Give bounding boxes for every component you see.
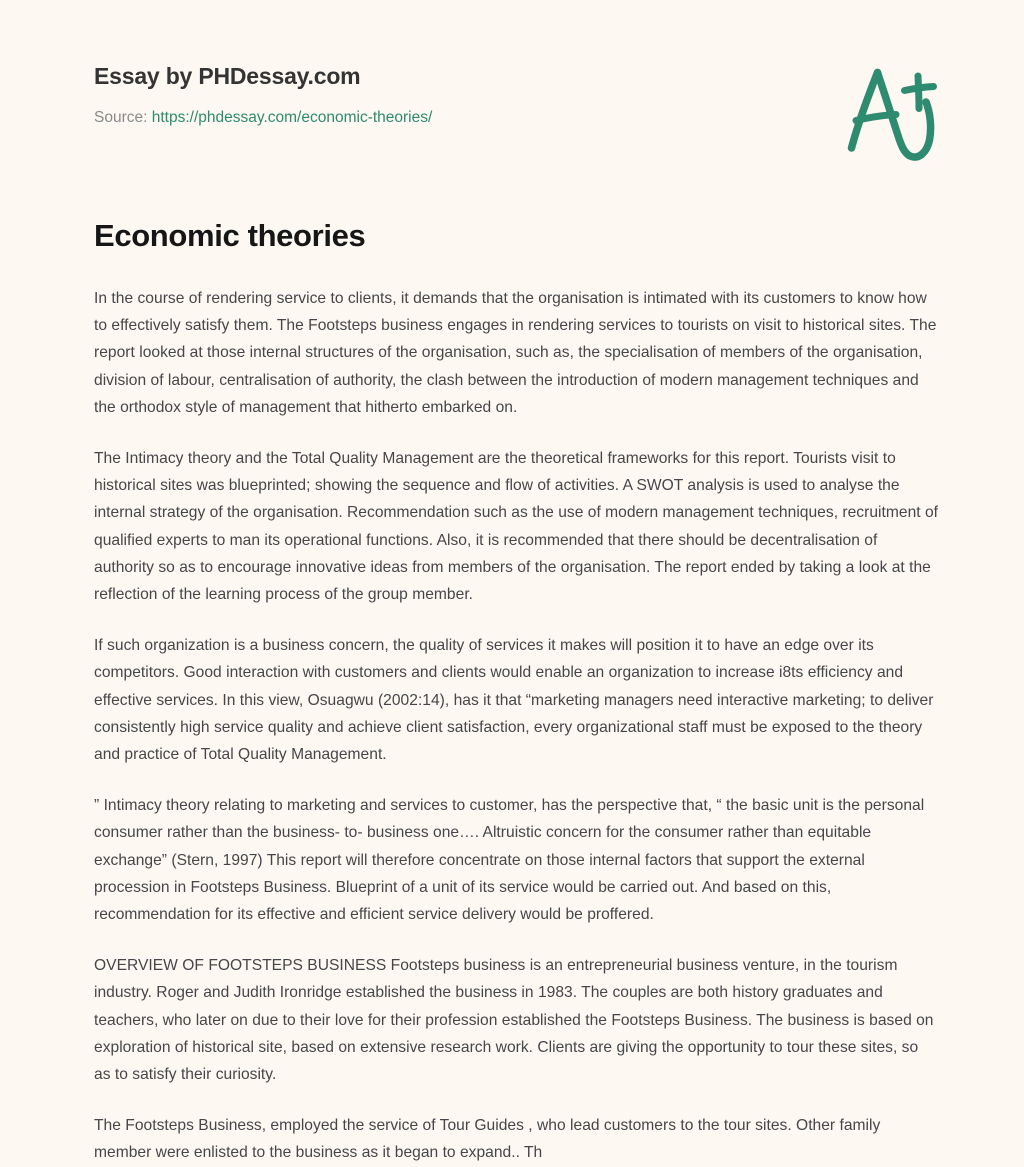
body-paragraph: In the course of rendering service to clients, it demands that the organisation is intimated with its customers to know how to effectively satisfy them. The Footsteps business engages in rendering services to tourists on visit to historical sites. The report looked at those internal structures of the organisation, such as, the specialisation of members of the organisation, division of labour, centralisation of authority, the clash between the introduction of modern management techniques and the orthodox style of management that hitherto embarked on. [94, 290, 937, 416]
source-label: Source: [94, 108, 148, 126]
body-paragraph: OVERVIEW OF FOOTSTEPS BUSINESS Footsteps business is an entrepreneurial business venture, in the tourism industry. Roger and Judith Ironridge established the business in 1983. The couples are both history graduates and teachers, who later on due to their love for their profession established the Footsteps Business. The business is based on exploration of historical site, based on extensive research work. Clients are giving the opportunity to tour these sites, so as to satisfy their curiosity. [94, 957, 934, 1084]
source-url-link[interactable]: https://phdessay.com/economic-theories/ [151, 108, 433, 126]
document-body [94, 285, 938, 1167]
source-line [94, 91, 930, 128]
body-paragraph: ” Intimacy theory relating to marketing and services to customer, has the perspective that, “ the basic unit is the personal consumer rather than the business- to- business one…. Altruistic concern for the consumer rather than equitable exchange” (Stern, 1997) This report will therefore concentrate on those internal factors that support the external procession in Footsteps Business. Blueprint of a unit of its service would be carried out. And based on this, recommendation for its effective and efficient service delivery would be proffered. [94, 797, 925, 924]
document-header [94, 62, 930, 128]
body-paragraph: If such organization is a business concern, the quality of services it makes will position it to have an edge over its competitors. Good interaction with customers and clients would enable an organization to increase i8ts efficiency and effective services. In this view, Osuagwu (2002:14), has it that “marketing managers need interactive marketing; to deliver consistently high service quality and achieve client satisfaction, every organizational staff must be exposed to the theory and practice of Total Quality Management. [94, 637, 934, 764]
page-title: Economic theories [94, 218, 366, 253]
brand-title: Essay by PHDessay.com [94, 63, 361, 89]
body-paragraph: The Intimacy theory and the Total Quality Management are the theoretical frameworks for this report. Tourists visit to historical sites was blueprinted; showing the sequence and flow of activities. A SWOT analysis is used to analyse the internal strategy of the organisation. Recommendation such as the use of modern management techniques, recruitment of qualified experts to man its operational functions. Also, it is recommended that there should be decentralisation of authority so as to encourage innovative ideas from members of the organisation. The report ended by taking a look at the reflection of the learning process of the group member. [94, 450, 939, 604]
body-paragraph-truncated: The Footsteps Business, employed the service of Tour Guides , who lead customers to the tour sites. Other family member were enlisted to the business as it began to expand.. Th [94, 1117, 881, 1162]
a-plus-logo-icon [836, 62, 946, 167]
